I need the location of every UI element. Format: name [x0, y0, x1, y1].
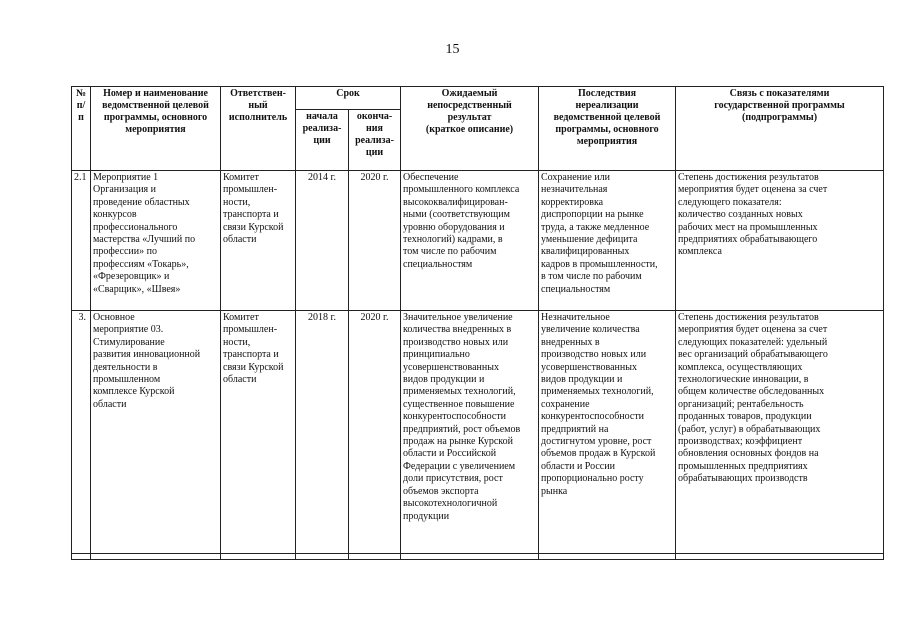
row-end: 2020 г. — [349, 171, 401, 311]
row-end: 2020 г. — [349, 311, 401, 554]
row-executor: Комитет промышлен- ности, транспорта и связи Курской области — [221, 311, 296, 554]
header-link: Связь с показателями государственной программы (подпрограммы) — [676, 87, 884, 171]
row-expected: Значительное увеличение количества внедренных в производство новых или принципиально усовершенствованных видов продукции и применяемых технологий, существенное повышение конкурентоспособности предприятий, рост объемов продаж на рынке Курской области и Российской Федерации с увеличением доли присутствия, рост объемов экспорта высокотехнологичной продукции — [401, 311, 539, 554]
table-row-empty — [72, 554, 884, 560]
row-name: Мероприятие 1 Организация и проведение областных конкурсов профессионального мастерства «Лучший по профессии» по профессиям «Токарь», «Фрезеровщик» и «Сварщик», «Швея» — [91, 171, 221, 311]
row-link: Степень достижения результатов мероприятия будет оценена за счет следующих показателей: удельный вес организаций обрабатывающего комплекса, осуществляющих технологические инновации, в общем количестве обследованных организаций; рентабельность проданных товаров, продукции (работ, услуг) в обрабатывающих производствах; коэффициент обновления основных фондов на промышленных предприятиях обрабатывающих производств — [676, 311, 884, 554]
header-name: Номер и наименование ведомственной целевой программы, основного мероприятия — [91, 87, 221, 171]
header-term-end: оконча- ния реализа- ции — [349, 110, 401, 171]
row-start: 2018 г. — [296, 311, 349, 554]
row-executor: Комитет промышлен- ности, транспорта и связи Курской области — [221, 171, 296, 311]
empty-cell — [539, 554, 676, 560]
table-row — [72, 311, 884, 554]
empty-cell — [91, 554, 221, 560]
empty-cell — [349, 554, 401, 560]
page-number: 15 — [445, 42, 460, 57]
table-row — [72, 171, 884, 311]
header-consequences: Последствия нереализации ведомственной целевой программы, основного мероприятия — [539, 87, 676, 171]
header-num: № п/п — [72, 87, 91, 171]
row-start: 2014 г. — [296, 171, 349, 311]
empty-cell — [221, 554, 296, 560]
row-num: 2.1 — [72, 171, 91, 311]
header-executor: Ответствен- ный исполнитель — [221, 87, 296, 171]
empty-cell — [72, 554, 91, 560]
header-row — [72, 87, 884, 110]
empty-cell — [296, 554, 349, 560]
program-table — [71, 86, 884, 560]
header-expected: Ожидаемый непосредственный результат (краткое описание) — [401, 87, 539, 171]
empty-cell — [676, 554, 884, 560]
empty-cell — [401, 554, 539, 560]
row-consequences: Незначительное увеличение количества внедренных в производство новых или усовершенствованных видов продукции и применяемых технологий, сохранение конкурентоспособности предприятий на достигнутом уровне, рост объемов продаж в Курской области и России пропорционально росту рынка — [539, 311, 676, 554]
row-consequences: Сохранение или незначительная корректировка диспропорции на рынке труда, а также медленное уменьшение дефицита квалифицированных кадров в промышленности, в том числе по рабочим специальностям — [539, 171, 676, 311]
row-link: Степень достижения результатов мероприятия будет оценена за счет следующего показателя: количество созданных новых рабочих мест на промышленных предприятиях обрабатывающего комплекса — [676, 171, 884, 311]
row-expected: Обеспечение промышленного комплекса высококвалифицирован- ными (соответствующим уровню оборудования и технологий) кадрами, в том числе по рабочим специальностям — [401, 171, 539, 311]
header-term-start: начала реализа- ции — [296, 110, 349, 171]
row-num: 3. — [72, 311, 91, 554]
row-name: Основное мероприятие 03. Стимулирование развития инновационной деятельности в промышленном комплексе Курской области — [91, 311, 221, 554]
header-term: Срок — [296, 87, 401, 110]
